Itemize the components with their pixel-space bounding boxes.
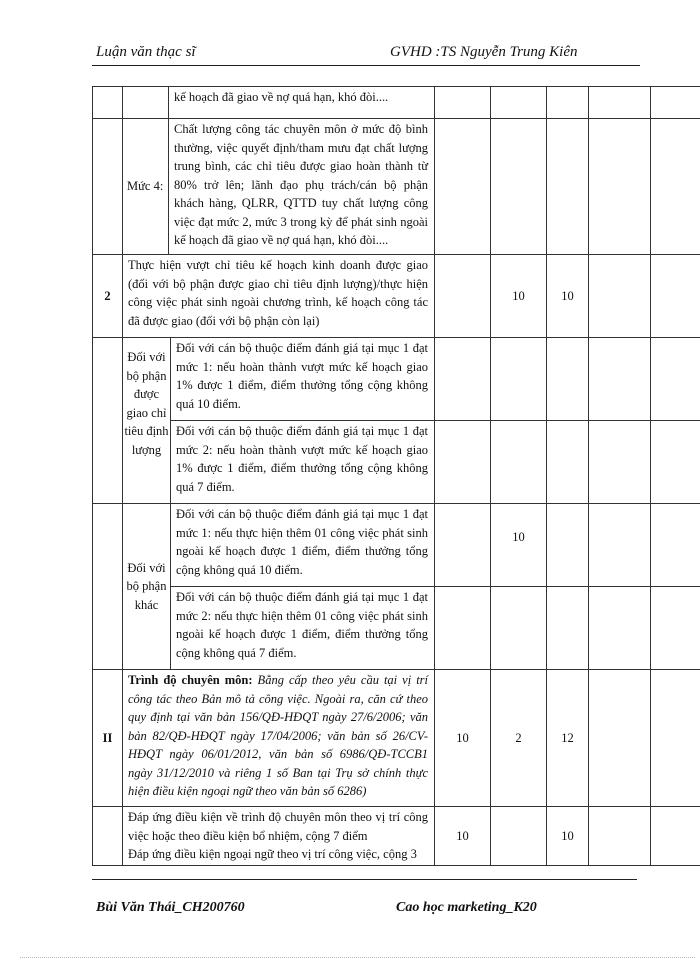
page-edge-dots bbox=[20, 957, 695, 958]
section-title: Trình độ chuyên môn: bbox=[128, 673, 253, 687]
index-cell: II bbox=[93, 670, 123, 807]
score-cell: 10 bbox=[547, 255, 589, 338]
evaluation-table bbox=[92, 86, 700, 866]
table-row bbox=[93, 587, 700, 670]
header-rule bbox=[92, 65, 640, 66]
table-row bbox=[93, 119, 700, 255]
table-row bbox=[93, 670, 700, 807]
content-cell: Đáp ứng điều kiện về trình độ chuyên môn theo vị trí công việc hoặc theo điều kiện bổ nhiệm, cộng 7 điểm Đáp ứng điều kiện ngoại ngữ theo vị trí công việc, cộng 3 bbox=[123, 807, 435, 866]
content-cell: kế hoạch đã giao về nợ quá hạn, khó đòi.... bbox=[169, 87, 435, 119]
group-label: Đối với bộ phận khác bbox=[123, 504, 171, 670]
content-cell: Chất lượng công tác chuyên môn ở mức độ bình thường, việc quyết định/tham mưu đạt chất lượng trung bình, các chỉ tiêu được giao hoàn thành từ 80% trở lên; lãnh đạo phụ trách/cán bộ phận khách hàng, QLRR, QTTD tuy chất lượng công việc đạt mức 2, mức 3 trong kỳ để phát sinh ngoài kế hoạch đã giao về nợ quá hạn, khó đòi.... bbox=[169, 119, 435, 255]
index-cell bbox=[93, 338, 123, 504]
footer-rule bbox=[92, 879, 637, 880]
index-cell bbox=[93, 807, 123, 866]
score-cell: 10 bbox=[547, 807, 589, 866]
header-right: GVHD :TS Nguyễn Trung Kiên bbox=[390, 44, 578, 60]
content-cell: Đối với cán bộ thuộc điểm đánh giá tại mục 1 đạt mức 2: nếu hoàn thành vượt mức kế hoạch giao 1% được 1 điểm, điểm thưởng tổng cộng không quá 7 điểm. bbox=[171, 421, 435, 504]
score-cell: 10 bbox=[435, 670, 491, 807]
index-cell bbox=[93, 87, 123, 119]
content-cell: Đối với cán bộ thuộc điểm đánh giá tại mục 1 đạt mức 2: nếu thực hiện thêm 01 công việc phát sinh ngoài kế hoạch được 1 điểm, điểm thưởng tổng cộng không quá 7 điểm. bbox=[171, 587, 435, 670]
footer-right: Cao học marketing_K20 bbox=[396, 900, 537, 915]
score-cell: 12 bbox=[547, 670, 589, 807]
content-cell: Thực hiện vượt chỉ tiêu kế hoạch kinh doanh được giao (đối với bộ phận được giao chỉ tiêu định lượng)/thực hiện công việc phát sinh ngoài chương trình, kế hoạch công tác đã được giao (đối với bộ phận còn lại) bbox=[123, 255, 435, 338]
section-text: Bằng cấp theo yêu cầu tại vị trí công tác theo Bản mô tả công việc. Ngoài ra, căn cứ theo quy định tại văn bản 156/QĐ-HĐQT ngày 27/6/2006; văn bản 82/QĐ-HĐQT ngày 17/04/2006; văn bản số 26/CV-HĐQT ngày 06/01/2012, văn bản số 6986/QĐ-TCCB1 ngày 31/12/2010 và riêng 1 số Ban tại Trụ sở chính thực hiện điều kiện ngoại ngữ theo văn bản số 6286) bbox=[128, 673, 429, 798]
score-cell: 2 bbox=[491, 670, 547, 807]
level-label: Mức 4: bbox=[123, 119, 169, 255]
table-row bbox=[93, 255, 700, 338]
table-row bbox=[93, 807, 700, 866]
score-cell: 10 bbox=[491, 504, 547, 587]
score-cell: 10 bbox=[435, 807, 491, 866]
header-left: Luận văn thạc sĩ bbox=[96, 44, 196, 60]
table-row bbox=[93, 338, 700, 421]
table-row bbox=[93, 421, 700, 504]
group-label: Đối với bộ phận được giao chỉ tiêu định lượng bbox=[123, 338, 171, 504]
index-cell bbox=[93, 119, 123, 255]
content-cell: Đối với cán bộ thuộc điểm đánh giá tại mục 1 đạt mức 1: nếu thực hiện thêm 01 công việc phát sinh ngoài kế hoạch được 1 điểm, điểm thưởng tổng cộng không quá 10 điểm. bbox=[171, 504, 435, 587]
content-cell bbox=[123, 670, 435, 807]
table-row bbox=[93, 87, 700, 119]
table-row bbox=[93, 504, 700, 587]
score-cell: 10 bbox=[491, 255, 547, 338]
footer-left: Bùi Văn Thái_CH200760 bbox=[96, 900, 245, 915]
index-cell bbox=[93, 504, 123, 670]
level-cell bbox=[123, 87, 169, 119]
content-cell: Đối với cán bộ thuộc điểm đánh giá tại mục 1 đạt mức 1: nếu hoàn thành vượt mức kế hoạch giao 1% được 1 điểm, điểm thưởng tổng cộng không quá 10 điểm. bbox=[171, 338, 435, 421]
index-cell: 2 bbox=[93, 255, 123, 338]
